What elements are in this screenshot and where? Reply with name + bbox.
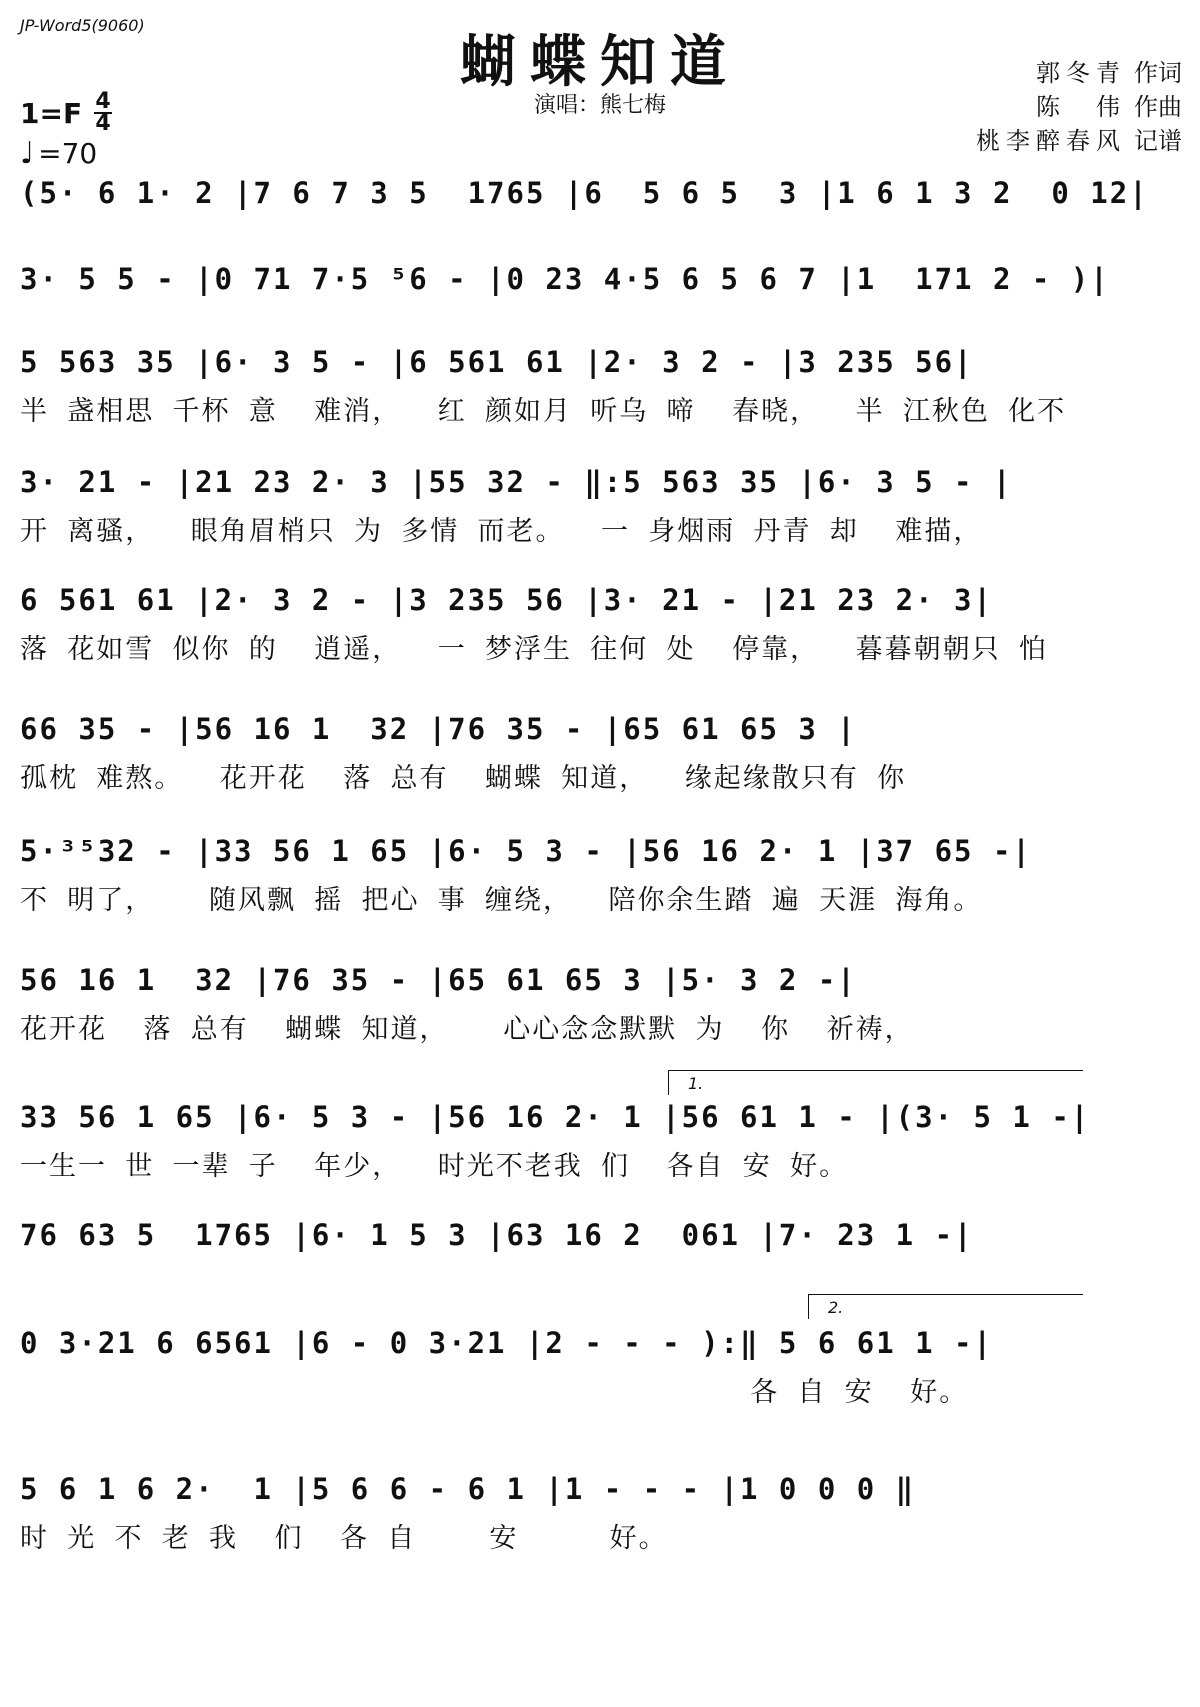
singer-credit: 演唱：熊七梅 xyxy=(533,93,666,118)
notation: 0 3·21 6 6561 |6 - 0 3·21 |2 - - - ):‖ 5 6 61 1 -| xyxy=(20,1326,993,1360)
time-signature xyxy=(94,89,112,136)
notation: (5· 6 1· 2 |7 6 7 3 5 1765 |6 5 6 5 3 |1 6 1 3 2 0 12| xyxy=(20,176,1149,210)
tempo-value: =70 xyxy=(38,137,98,170)
quarter-note-icon: ♩ xyxy=(20,136,35,171)
notation: 5 563 35 |6· 3 5 - |6 561 61 |2· 3 2 - |3 235 56| xyxy=(20,345,974,379)
lyrics: 花开花 落 总有 蝴蝶 知道， 心心念念默默 为 你 祈祷， xyxy=(20,1014,914,1045)
notation: 56 16 1 32 |76 35 - |65 61 65 3 |5· 3 2 -| xyxy=(20,963,857,997)
lyrics: 不 明了， 随风飘 摇 把心 事 缠绕， 陪你余生踏 遍 天涯 海角。 xyxy=(20,885,983,916)
score-line-9 xyxy=(20,1100,1180,1183)
song-title: 蝴蝶知道 xyxy=(460,29,740,95)
time-top: 4 xyxy=(95,89,111,114)
score-line-8 xyxy=(20,963,1180,1046)
lyrics: 半 盏相思 千杯 意 难消， 红 颜如月 听乌 啼 春晓， 半 江秋色 化不 xyxy=(20,396,1067,427)
score-line-5 xyxy=(20,583,1180,666)
software-label: JP-Word5(9060) xyxy=(20,16,145,35)
volta-label-2: 2. xyxy=(828,1298,844,1317)
notation: 3· 5 5 - |0 71 7·5 ⁵6 - |0 23 4·5 6 5 6 7 |1 171 2 - )| xyxy=(20,262,1110,296)
time-bottom: 4 xyxy=(95,111,111,136)
score-line-4 xyxy=(20,465,1180,548)
credit-name: 桃李醉春风 xyxy=(976,127,1126,155)
notation: 6 561 61 |2· 3 2 - |3 235 56 |3· 21 - |21 23 2· 3| xyxy=(20,583,993,617)
lyrics: 开 离骚， 眼角眉梢只 为 多情 而老。 一 身烟雨 丹青 却 难描， xyxy=(20,516,983,547)
score-line-6 xyxy=(20,712,1180,795)
score-line-11 xyxy=(20,1326,1180,1409)
credit-name: 郭冬青 xyxy=(1036,59,1126,87)
score-line-12 xyxy=(20,1472,1180,1555)
key-signature xyxy=(20,89,112,136)
credit-lyricist xyxy=(976,56,1182,90)
lyrics: 各 自 安 好。 xyxy=(20,1377,969,1408)
credit-role: 作词 xyxy=(1134,59,1182,87)
notation: 33 56 1 65 |6· 5 3 - |56 16 2· 1 |56 61 1 - |(3· 5 1 -| xyxy=(20,1100,1091,1134)
tempo-marking xyxy=(20,136,97,171)
credit-role: 记谱 xyxy=(1134,127,1182,155)
score-line-3 xyxy=(20,345,1180,428)
score-line-10 xyxy=(20,1218,1180,1262)
notation: 76 63 5 1765 |6· 1 5 3 |63 16 2 061 |7· 23 1 -| xyxy=(20,1218,974,1252)
score-line-7 xyxy=(20,834,1180,917)
score-line-1 xyxy=(20,176,1180,220)
lyrics: 时 光 不 老 我 们 各 自 安 好。 xyxy=(20,1523,668,1554)
credit-role: 作曲 xyxy=(1134,93,1182,121)
credit-transcriber xyxy=(976,124,1182,158)
notation: 66 35 - |56 16 1 32 |76 35 - |65 61 65 3 | xyxy=(20,712,857,746)
score-line-2 xyxy=(20,262,1180,306)
lyrics: 孤枕 难熬。 花开花 落 总有 蝴蝶 知道， 缘起缘散只有 你 xyxy=(20,763,907,794)
volta-bracket-1 xyxy=(668,1070,1083,1095)
notation: 5·³⁵32 - |33 56 1 65 |6· 5 3 - |56 16 2· 1 |37 65 -| xyxy=(20,834,1032,868)
lyrics: 落 花如雪 似你 的 逍遥， 一 梦浮生 往何 处 停靠， 暮暮朝朝只 怕 xyxy=(20,634,1048,665)
notation: 5 6 1 6 2· 1 |5 6 6 - 6 1 |1 - - - |1 0 0 0 ‖ xyxy=(20,1472,916,1506)
key-label: 1=F xyxy=(20,96,83,130)
credit-composer xyxy=(976,90,1182,124)
volta-bracket-2 xyxy=(808,1294,1083,1319)
credits xyxy=(976,56,1182,158)
notation: 3· 21 - |21 23 2· 3 |55 32 - ‖:5 563 35 |6· 3 5 - | xyxy=(20,465,1013,499)
credit-name: 陈 伟 xyxy=(1036,93,1126,121)
volta-label-1: 1. xyxy=(688,1074,704,1093)
lyrics: 一生一 世 一辈 子 年少， 时光不老我 们 各自 安 好。 xyxy=(20,1151,849,1182)
